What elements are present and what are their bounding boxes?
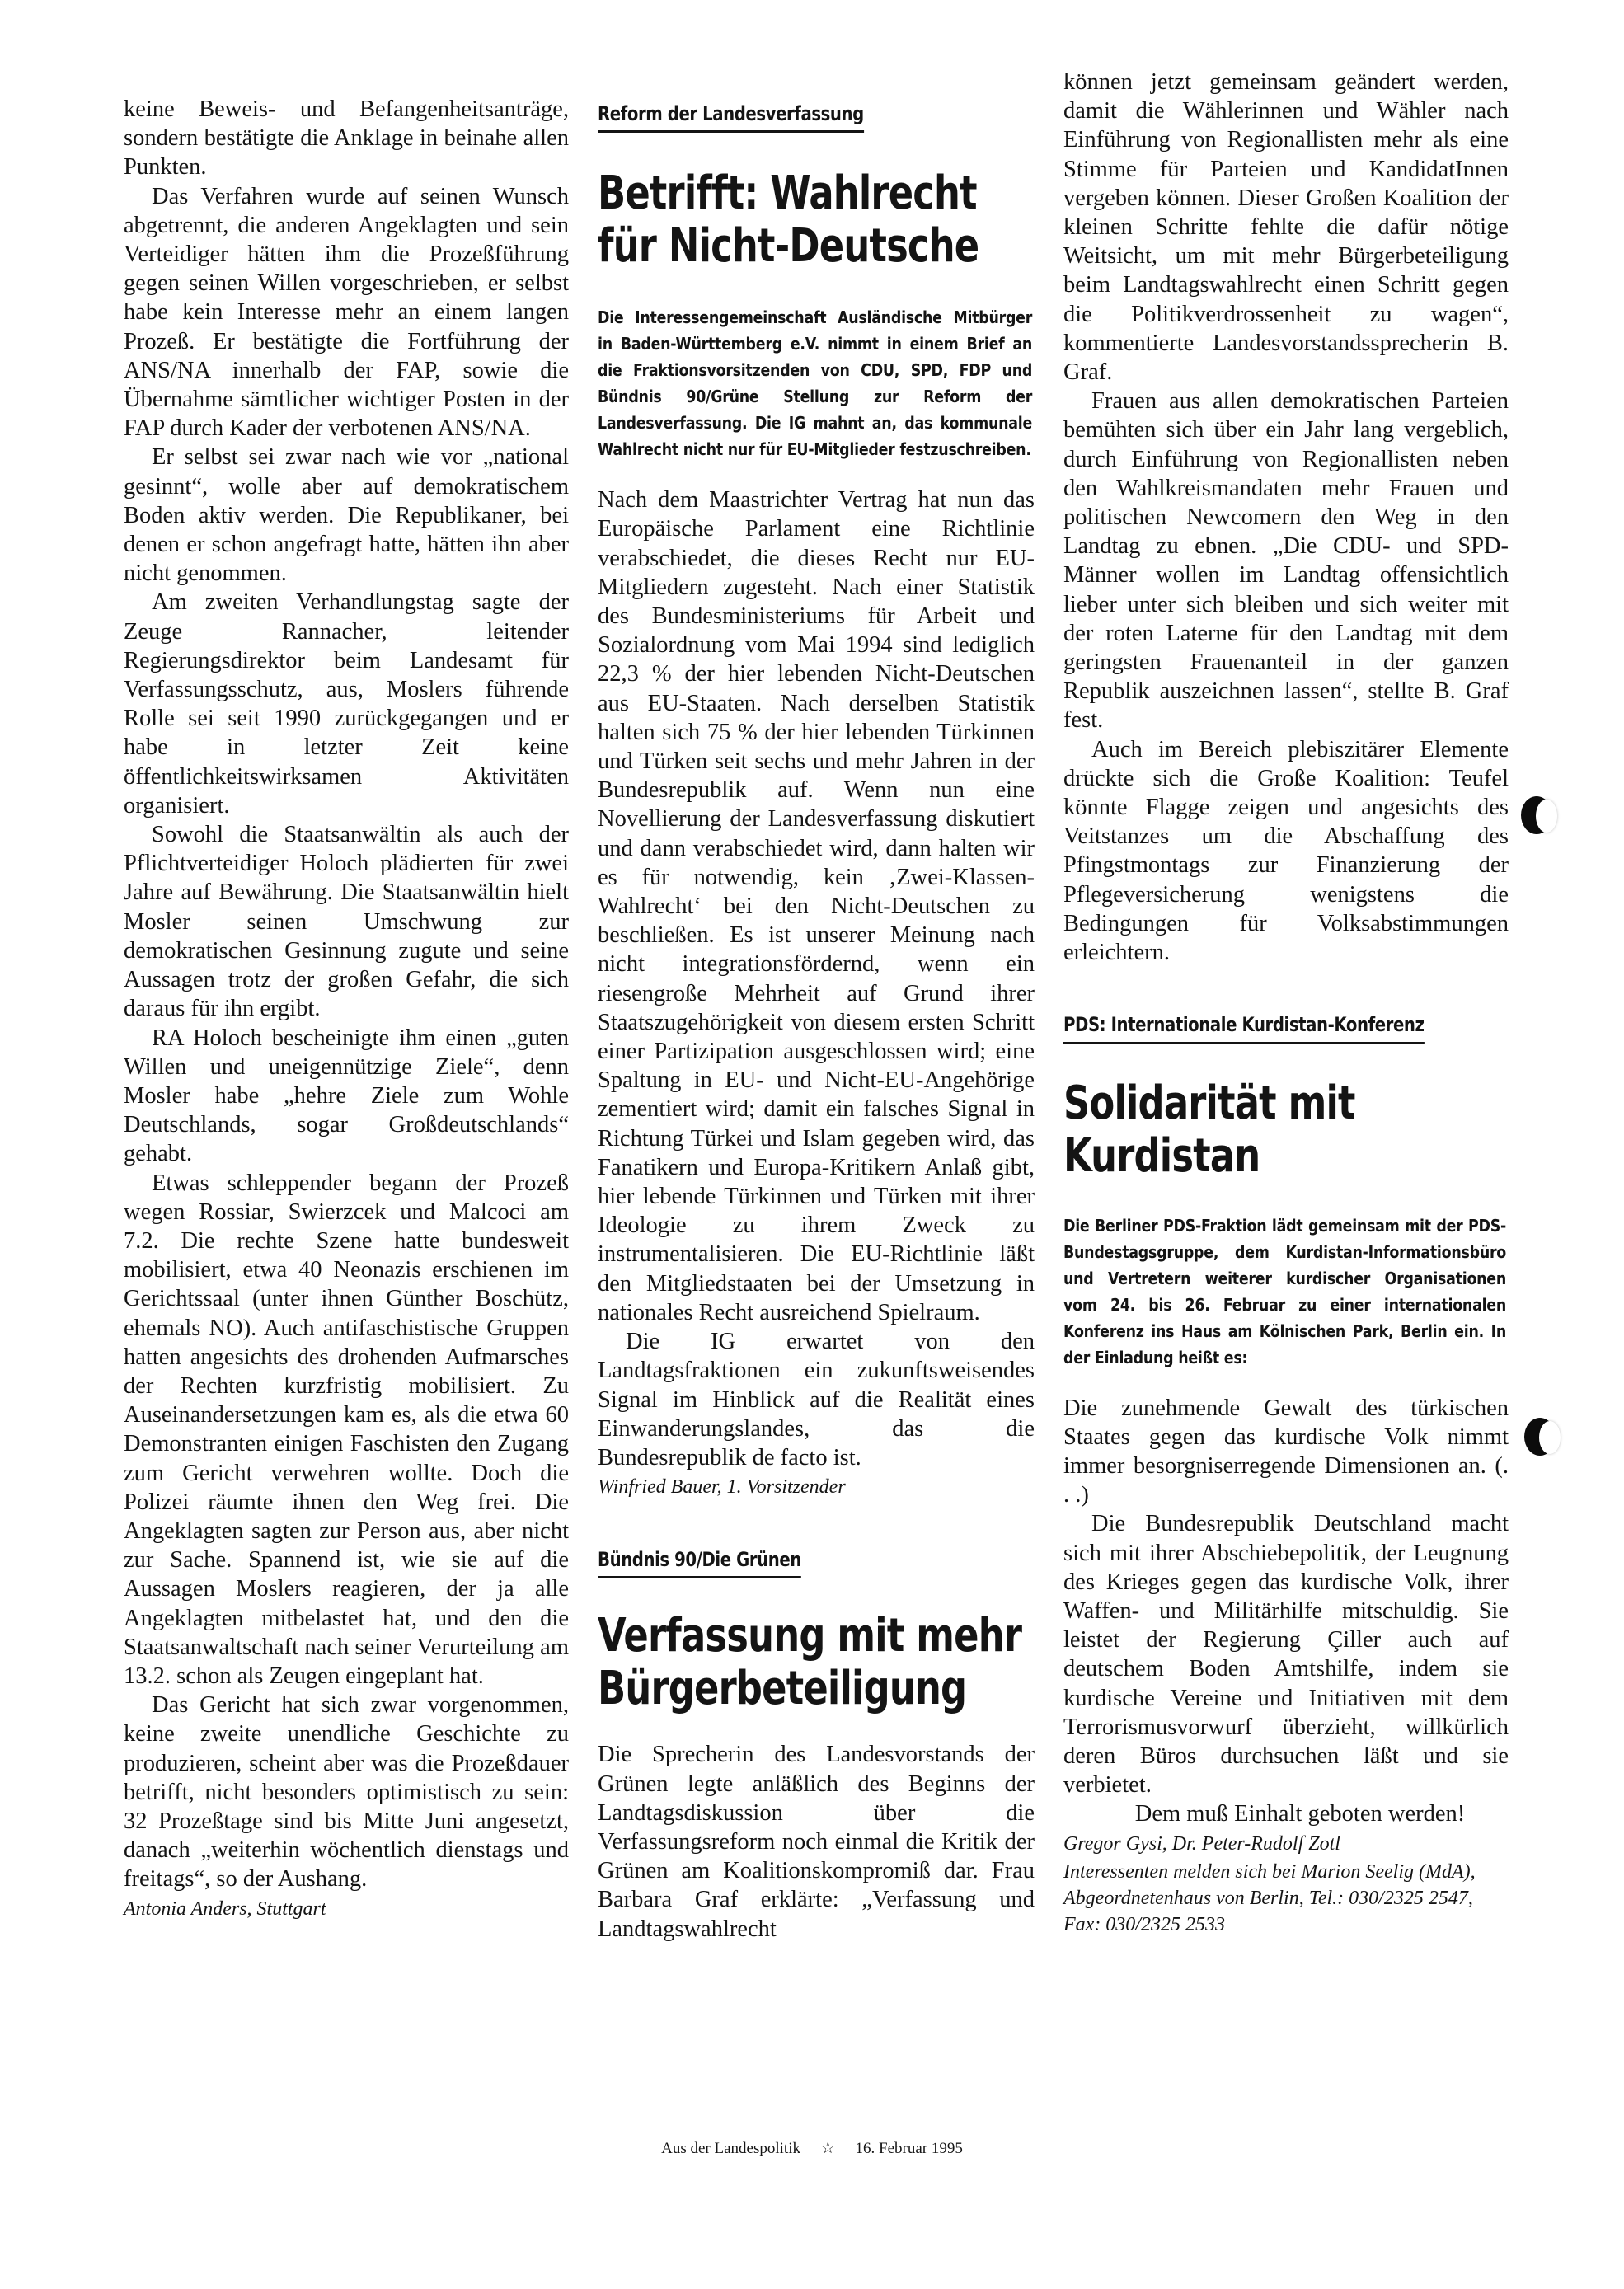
paragraph: Sowohl die Staatsanwältin als auch der Pflichtverteidiger Holoch plädierten für zwei Jahre auf Bewährung. Die Staatsanwältin hielt Mosler seinen Umschwung zur demokratischen Gesinnung zugute und seine Aussagen trotz der großen Gefahr, die sich daraus für ihn ergibt.: [124, 822, 569, 1022]
kicker-label: Reform der Landesverfassung: [598, 100, 864, 133]
paragraph: Die Sprecherin des Landesvorstands der Grünen legte anläßlich des Beginns der Landtagsdiskussion über die Verfassungsreform noch einmal die Kritik der Grünen am Koalitionskompromiß dar. Frau Barbara Graf erklärte: „Verfassung und Landtagswahlrecht: [598, 1742, 1035, 1942]
contact-note: Interessenten melden sich bei Marion Seelig (MdA), Abgeordnetenhaus von Berlin, Tel.: 030/2325 2547, Fax: 030/2325 2533: [1063, 1860, 1476, 1935]
kicker-label: PDS: Internationale Kurdistan-Konferenz: [1063, 1011, 1425, 1044]
paragraph: Die Bundesrepublik Deutschland macht sich mit ihrer Abschiebepolitik, der Leugnung des Krieges gegen das kurdische Volk, ihrer Waffen- und Militärhilfe mitschuldig. Sie leistet der Regierung Çiller auch auf deutschem Boden Amtshilfe, indem sie kurdische Vereine und Initiativen mit dem Terrorismusvorwurf überzieht, willkürlich deren Büros durchsuchen läßt und sie verbietet.: [1063, 1511, 1509, 1799]
punch-hole-icon: [1521, 796, 1552, 834]
paragraph: RA Holoch bescheinigte ihm einen „guten Willen und uneigennützige Ziele“, denn Mosler habe „hehre Ziele zum Wohle Deutschlands, sogar Großdeutschlands“ gehabt.: [124, 1025, 569, 1167]
lead-text: Die Berliner PDS-Fraktion lädt gemeinsam mit der PDS-Bundestagsgruppe, dem Kurdistan-Informationsbüro und Vertretern weiterer kurdischer Organisationen vom 24. bis 26. Februar zu einer internationalen Konferenz ins Haus am Kölnischen Park, Berlin ein. In der Einladung heißt es:: [1063, 1215, 1507, 1367]
headline-line: für Nicht-Deutsche: [598, 219, 979, 274]
paragraph: keine Beweis- und Befangenheitsanträge, sondern bestätigte die Anklage in beinahe allen Punkten.: [124, 96, 569, 181]
page-footer: [0, 2139, 1624, 2158]
paragraph: Etwas schleppender begann der Prozeß wegen Rossiar, Swierzcek und Malcoci am 7.2. Die rechte Szene hatte bundesweit mobilisiert, etwa 40 Neonazis erschienen im Gerichtssaal (unter ihnen Günther Boschütz, ehemals NO). Auch antifaschistische Gruppen hatten angesichts des drohenden Aufmarsches der Rechten kurzfristig mobilisiert. Zu Auseinandersetzungen kam es, als die etwa 60 Demonstranten einigen Faschisten den Zugang zum Gericht verwehren wollte. Doch die Polizei räumte ihnen den Weg frei. Die Angeklagten sagten zur Person aus, aber nicht zur Sache. Spannend ist, wie sie auf die Aussagen Moslers reagieren, der ja alle Angeklagten mitbelastet hat, und den die Staatsanwaltschaft nach seiner Verurteilung am 13.2. schon als Zeugen eingeplant hat.: [124, 1170, 569, 1689]
paragraph: Die IG erwartet von den Landtagsfraktionen ein zukunftsweisendes Signal im Hinblick auf die Realität eines Einwanderungslandes, das die Bundesrepublik de facto ist.: [598, 1329, 1035, 1470]
paragraph: Er selbst sei zwar nach wie vor „national gesinnt“, wolle aber auf demokratischem Boden aktiv werden. Die Republikaner, bei denen er schon angefragt hatte, hätten ihn aber nicht genommen.: [124, 444, 569, 587]
article-headline: [1063, 1077, 1509, 1183]
section-kicker: [598, 99, 1035, 133]
author-signature: Antonia Anders, Stuttgart: [124, 1897, 326, 1920]
section-kicker: [598, 1545, 1035, 1578]
punch-hole-icon: [1524, 1418, 1556, 1456]
headline-line: Solidarität mit: [1063, 1076, 1355, 1130]
headline-line: Betrifft: Wahlrecht: [598, 167, 977, 221]
article-lead: [1063, 1213, 1509, 1371]
column-3: [1063, 68, 1509, 1938]
lead-text: Die Interessengemeinschaft Ausländische Mitbürger in Baden-Württemberg e.V. nimmt in einem Brief an die Fraktionsvorsitzenden von CDU, SPD, FDP und Bündnis 90/Grüne Stellung zur Reform der Landesverfassung. Die IG mahnt an, das kommunale Wahlrecht nicht nur für EU-Mitglieder festzuschreiben.: [598, 307, 1033, 460]
footer-section: Aus der Landespolitik: [661, 2140, 800, 2157]
article-headline: [598, 167, 1035, 273]
paragraph: Nach dem Maastrichter Vertrag hat nun das Europäische Parlament eine Richtlinie verabschiedet, die dieses Recht nur EU-Mitgliedern zugesteht. Nach einer Statistik des Bundesministeriums für Arbeit und Sozialordnung vom Mai 1994 sind lediglich 22,3 % der hier lebenden Nicht-Deutschen aus EU-Staaten. Nach derselben Statistik halten sich 75 % der hier lebenden Türkinnen und Türken seit sechs und mehr Jahren in der Bundesrepublik auf. Wenn nun eine Novellierung der Landesverfassung diskutiert und dann verabschiedet wird, dann halten wir es für notwendig, kein ‚Zwei-Klassen-Wahlrecht‘ bei den Nicht-Deutschen zu beschließen. Es ist unserer Meinung nach nicht integrationsfördernd, wenn ein riesengroße Mehrheit auf Grund ihrer Staatszugehörigkeit von diesem ersten Schritt einer Partizipation ausgeschlossen wird; eine Spaltung in EU- und Nicht-EU-Angehörige zementiert wird; damit ein falsches Signal in Richtung Türkei und Islam gegeben wird, das Fanatikern und Europa-Kritikern Anlaß gibt, hier lebende Türkinnen und Türken mit ihrer Ideologie zu ihrem Zweck zu instrumentalisieren. Die EU-Richtlinie läßt den Mitgliedstaaten bei der Umsetzung in nationales Recht ausreichend Spielraum.: [598, 487, 1035, 1325]
paragraph: Die zunehmende Gewalt des türkischen Staates gegen das kurdische Volk nimmt immer besorgniserregende Dimensionen an. (. . .): [1063, 1395, 1509, 1508]
article-headline: [598, 1610, 1035, 1715]
column-1: [124, 95, 569, 1922]
footer-date: 16. Februar 1995: [855, 2140, 963, 2157]
paragraph: Auch im Bereich plebiszitärer Elemente drückte sich die Große Koalition: Teufel könnte Flagge zeigen und angesichts des Veitstanzes um die Abschaffung des Pfingstmontags zur Finanzierung der Pflegeversicherung wenigstens die Bedingungen für Volksabstimmungen erleichtern.: [1063, 736, 1509, 966]
headline-line: Verfassung mit mehr: [598, 1609, 1022, 1663]
paragraph: Frauen aus allen demokratischen Parteien bemühten sich über ein Jahr lang vergeblich, durch Einführung von Regionallisten neben den Wahlkreismandaten mehr Frauen und politischen Newcomern den Weg in den Landtag zu ebnen. „Die CDU- und SPD-Männer wollen im Landtag offensichtlich lieber unter sich bleiben und sich weiter mit der roten Laterne für den Landtag mit dem geringsten Frauenanteil in der ganzen Republik auszeichnen lassen“, stellte B. Graf fest.: [1063, 388, 1509, 734]
column-2: [598, 99, 1035, 1944]
paragraph: Am zweiten Verhandlungstag sagte der Zeuge Rannacher, leitender Regierungsdirektor beim Landesamt für Verfassungsschutz, aus, Moslers führende Rolle sei seit 1990 zurückgegangen und er habe in letzter Zeit keine öffentlichkeitswirksamen Aktivitäten organisiert.: [124, 589, 569, 819]
author-signature: Winfried Bauer, 1. Vorsitzender: [598, 1476, 846, 1499]
paragraph: können jetzt gemeinsam geändert werden, damit die Wählerinnen und Wähler nach Einführung von Regionallisten mehr als eine Stimme für Parteien und KandidatInnen vergeben können. Dieser Großen Koalition der kleinen Schritte fehlte die dafür nötige Weitsicht, um mit mehr Bürgerbeteiligung beim Landtagswahlrecht einen Schritt gegen die Politikverdrossenheit zu wagen“, kommentierte Landesvorstandssprecherin B. Graf.: [1063, 69, 1509, 386]
paragraph: Das Gericht hat sich zwar vorgenommen, keine zweite unendliche Geschichte zu produzieren, scheint aber was die Prozeßdauer betrifft, nicht besonders optimistisch zu sein: 32 Prozeßtage sind bis Mitte Juni angesetzt, danach „weiterhin wöchentlich dienstags und freitags“, so der Aushang.: [124, 1692, 569, 1893]
article-lead: [598, 304, 1035, 462]
kicker-label: Bündnis 90/Die Grünen: [598, 1546, 801, 1578]
headline-line: Kurdistan: [1063, 1128, 1260, 1183]
author-signature: Gregor Gysi, Dr. Peter-Rudolf Zotl: [1063, 1832, 1340, 1855]
headline-line: Bürgerbeteiligung: [598, 1662, 967, 1716]
section-kicker: [1063, 1010, 1509, 1044]
paragraph: Das Verfahren wurde auf seinen Wunsch abgetrennt, die anderen Angeklagten und sein Verteidiger hätten ihm die Prozeßführung gegen seinen Willen vorgeschrieben, er selbst habe kein Interesse mehr an einem langen Prozeß. Er bestätigte die Fortführung der ANS/NA innerhalb der FAP, sowie die Übernahme sämtlicher wichtiger Posten in der FAP durch Kader der verbotenen ANS/NA.: [124, 183, 569, 442]
star-icon: ☆: [820, 2140, 835, 2157]
paragraph: Dem muß Einhalt geboten werden!: [1134, 1801, 1466, 1827]
